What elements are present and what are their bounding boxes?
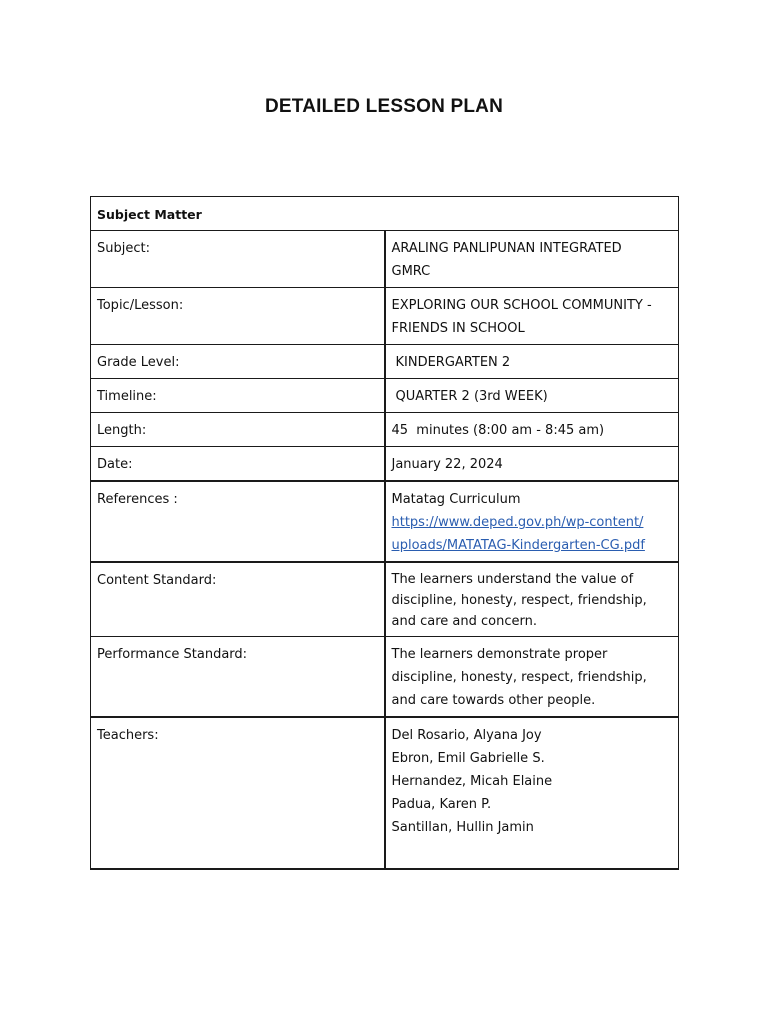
subject-label: Subject: (91, 231, 385, 288)
performance-standard-line: and care towards other people. (391, 693, 596, 708)
subject-value-line: GMRC (391, 264, 431, 279)
teachers-label: Teachers: (91, 717, 385, 869)
table-row-timeline (91, 379, 679, 413)
references-link-line[interactable]: uploads/MATATAG-Kindergarten-CG.pdf (391, 538, 645, 553)
teachers-value (385, 717, 679, 869)
subject-value-line: ARALING PANLIPUNAN INTEGRATED (391, 241, 622, 256)
table-row-length (91, 413, 679, 447)
references-curriculum: Matatag Curriculum (391, 492, 521, 507)
content-standard-line: discipline, honesty, respect, friendship, (391, 593, 647, 608)
page-title: DETAILED LESSON PLAN (265, 96, 503, 117)
performance-standard-line: discipline, honesty, respect, friendship, (391, 670, 647, 685)
subject-value (385, 231, 679, 288)
table-row-date (91, 447, 679, 482)
teacher-name: Padua, Karen P. (391, 797, 492, 812)
content-standard-line: and care and concern. (391, 614, 537, 629)
topic-value (385, 288, 679, 345)
teacher-name: Santillan, Hullin Jamin (391, 820, 534, 835)
references-label: References : (91, 481, 385, 562)
lesson-plan-table (90, 196, 679, 870)
table-row-performance-standard (91, 637, 679, 718)
length-value: 45 minutes (8:00 am - 8:45 am) (385, 413, 679, 447)
date-value: January 22, 2024 (385, 447, 679, 482)
date-label: Date: (91, 447, 385, 482)
subject-matter-header: Subject Matter (91, 197, 679, 231)
timeline-value-text: QUARTER 2 (3rd WEEK) (395, 389, 548, 404)
grade-label: Grade Level: (91, 345, 385, 379)
topic-value-line: EXPLORING OUR SCHOOL COMMUNITY - (391, 298, 652, 313)
performance-standard-line: The learners demonstrate proper (391, 647, 608, 662)
table-row-topic (91, 288, 679, 345)
length-label: Length: (91, 413, 385, 447)
table-row-grade (91, 345, 679, 379)
references-value (385, 481, 679, 562)
timeline-label: Timeline: (91, 379, 385, 413)
table-row-references (91, 481, 679, 562)
performance-standard-label: Performance Standard: (91, 637, 385, 718)
teacher-name: Hernandez, Micah Elaine (391, 774, 553, 789)
topic-value-line: FRIENDS IN SCHOOL (391, 321, 525, 336)
grade-value (385, 345, 679, 379)
teacher-name: Ebron, Emil Gabrielle S. (391, 751, 545, 766)
performance-standard-value (385, 637, 679, 718)
content-standard-value (385, 562, 679, 637)
content-standard-label: Content Standard: (91, 562, 385, 637)
table-row-teachers (91, 717, 679, 869)
timeline-value (385, 379, 679, 413)
content-standard-line: The learners understand the value of (391, 572, 634, 587)
teacher-name: Del Rosario, Alyana Joy (391, 728, 542, 743)
table-row-subject (91, 231, 679, 288)
table-header-row (91, 197, 679, 231)
references-link-line[interactable]: https://www.deped.gov.ph/wp-content/ (391, 515, 644, 530)
grade-value-text: KINDERGARTEN 2 (395, 355, 511, 370)
table-row-content-standard (91, 562, 679, 637)
topic-label: Topic/Lesson: (91, 288, 385, 345)
